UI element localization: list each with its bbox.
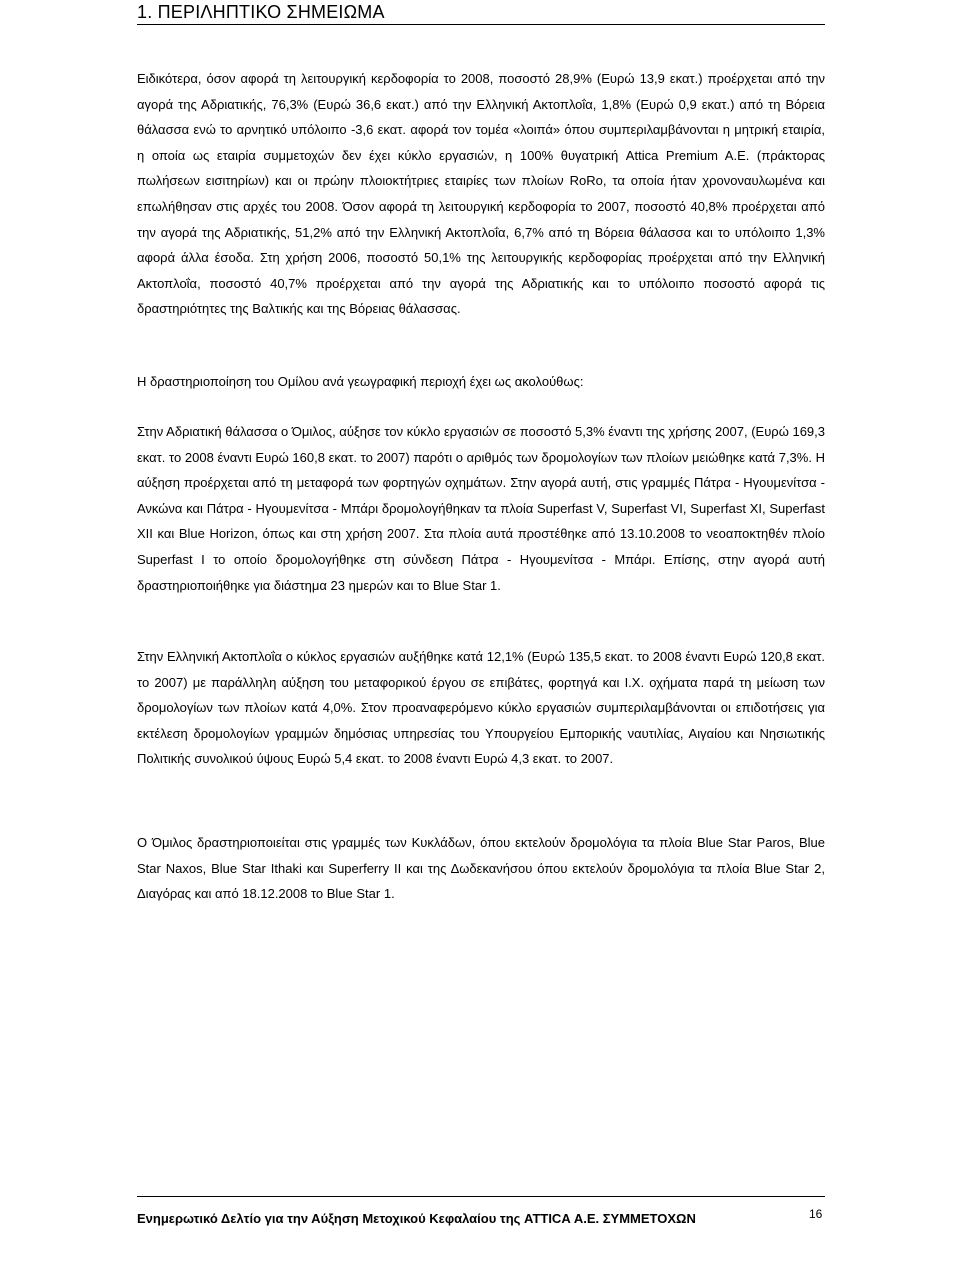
paragraph-operating-profitability: Ειδικότερα, όσον αφορά τη λειτουργική κερδοφορία το 2008, ποσοστό 28,9% (Ευρώ 13,9 εκατ.) προέρχεται από την αγορά της Αδριατικής, 76,3% (Ευρώ 36,6 εκατ.) από την Ελληνική Ακτοπλοΐα, 1,8% (Ευρώ 0,9 εκατ.) από τη Βόρεια θάλασσα ενώ το αρνητικό υπόλοιπο -3,6 εκατ. αφορά τον τομέα «λοιπά» όπου συμπεριλαμβάνονται η μητρική εταιρία, η οποία ως εταιρία συμμετοχών δεν έχει κύκλο εργασιών, η 100% θυγατρική Attica Premium A.E. (πράκτορας πωλήσεων εισιτηρίων) και οι πρώην πλοιοκτήτριες εταιρίες των πλοίων RoRo, τα οποία ήταν χρονοναυλωμένα και επωλήθησαν στις αρχές του 2008. Όσον αφορά τη λειτουργική κερδοφορία το 2007, ποσοστό 40,8% προέρχεται από την αγορά της Αδριατικής, 51,2% από την Ελληνική Ακτοπλοΐα, 6,7% από τη Βόρεια θάλασσα και το υπόλοιπο 1,3% αφορά άλλα έσοδα. Στη χρήση 2006, ποσοστό 50,1% της λειτουργικής κερδοφορίας προέρχεται από την Ελληνική Ακτοπλοΐα, ποσοστό 40,7% προέρχεται από την αγορά της Αδριατικής και το υπόλοιπο ποσοστό αφορά τις δραστηριότητες της Βαλτικής και της Βόρειας θάλασσας. — [137, 71, 825, 317]
section-heading: 1. ΠΕΡΙΛΗΠΤΙΚΟ ΣΗΜΕΙΩΜΑ — [137, 0, 825, 25]
paragraph-geographic-intro: Η δραστηριοποίηση του Ομίλου ανά γεωγραφική περιοχή έχει ως ακολούθως: — [137, 374, 584, 389]
footer-divider — [137, 1196, 825, 1197]
paragraph-adriatic: Στην Αδριατική θάλασσα ο Όμιλος, αύξησε τον κύκλο εργασιών σε ποσοστό 5,3% έναντι της χρήσης 2007, (Ευρώ 169,3 εκατ. το 2008 έναντι Ευρώ 160,8 εκατ. το 2007) παρότι ο αριθμός των δρομολογίων των πλοίων μειώθηκε κατά 7,3%. Η αύξηση προέρχεται από τη μεταφορά των φορτηγών οχημάτων. Στην αγορά αυτή, στις γραμμές Πάτρα - Ηγουμενίτσα - Ανκώνα και Πάτρα - Ηγουμενίτσα - Μπάρι δρομολογήθηκαν τα πλοία Superfast V, Superfast VI, Superfast XI, Superfast XII και Blue Horizon, όπως και στη χρήση 2007. Στα πλοία αυτά προστέθηκε από 13.10.2008 το νεοαποκτηθέν πλοίο Superfast I το οποίο δρομολογήθηκε στη σύνδεση Πάτρα - Ηγουμενίτσα - Μπάρι. Επίσης, στην αγορά αυτή δραστηριοποιήθηκε για διάστημα 23 ημερών και το Blue Star 1. — [137, 424, 825, 593]
paragraph-cyclades-dodecanese: Ο Όμιλος δραστηριοποιείται στις γραμμές των Κυκλάδων, όπου εκτελούν δρομολόγια τα πλοία Blue Star Paros, Blue Star Naxos, Blue Star Ithaki και Superferry II και της Δωδεκανήσου όπου εκτελούν δρομολόγια τα πλοία Blue Star 2, Διαγόρας και από 18.12.2008 το Blue Star 1. — [137, 835, 825, 902]
paragraph-greek-coastal: Στην Ελληνική Ακτοπλοΐα ο κύκλος εργασιών αυξήθηκε κατά 12,1% (Ευρώ 135,5 εκατ. το 2008 έναντι Ευρώ 120,8 εκατ. το 2007) με παράλληλη αύξηση του μεταφορικού έργου σε επιβάτες, φορτηγά και Ι.Χ. οχήματα παρά τη μείωση των δρομολογίων των πλοίων κατά 4,0%. Στον προαναφερόμενο κύκλο εργασιών συμπεριλαμβάνονται οι επιδοτήσεις για εκτέλεση δρομολογίων γραμμών δημόσιας υπηρεσίας του Υπουργείου Εμπορικής ναυτιλίας, Αιγαίου και Νησιωτικής Πολιτικής συνολικού ύψους Ευρώ 5,4 εκατ. το 2008 έναντι Ευρώ 4,3 εκατ. το 2007. — [137, 649, 825, 767]
footer-document-title: Ενημερωτικό Δελτίο για την Αύξηση Μετοχικού Κεφαλαίου της ATTICA Α.Ε. ΣΥΜΜΕΤΟΧΩΝ — [137, 1211, 696, 1226]
page-number: 16 — [809, 1207, 823, 1221]
